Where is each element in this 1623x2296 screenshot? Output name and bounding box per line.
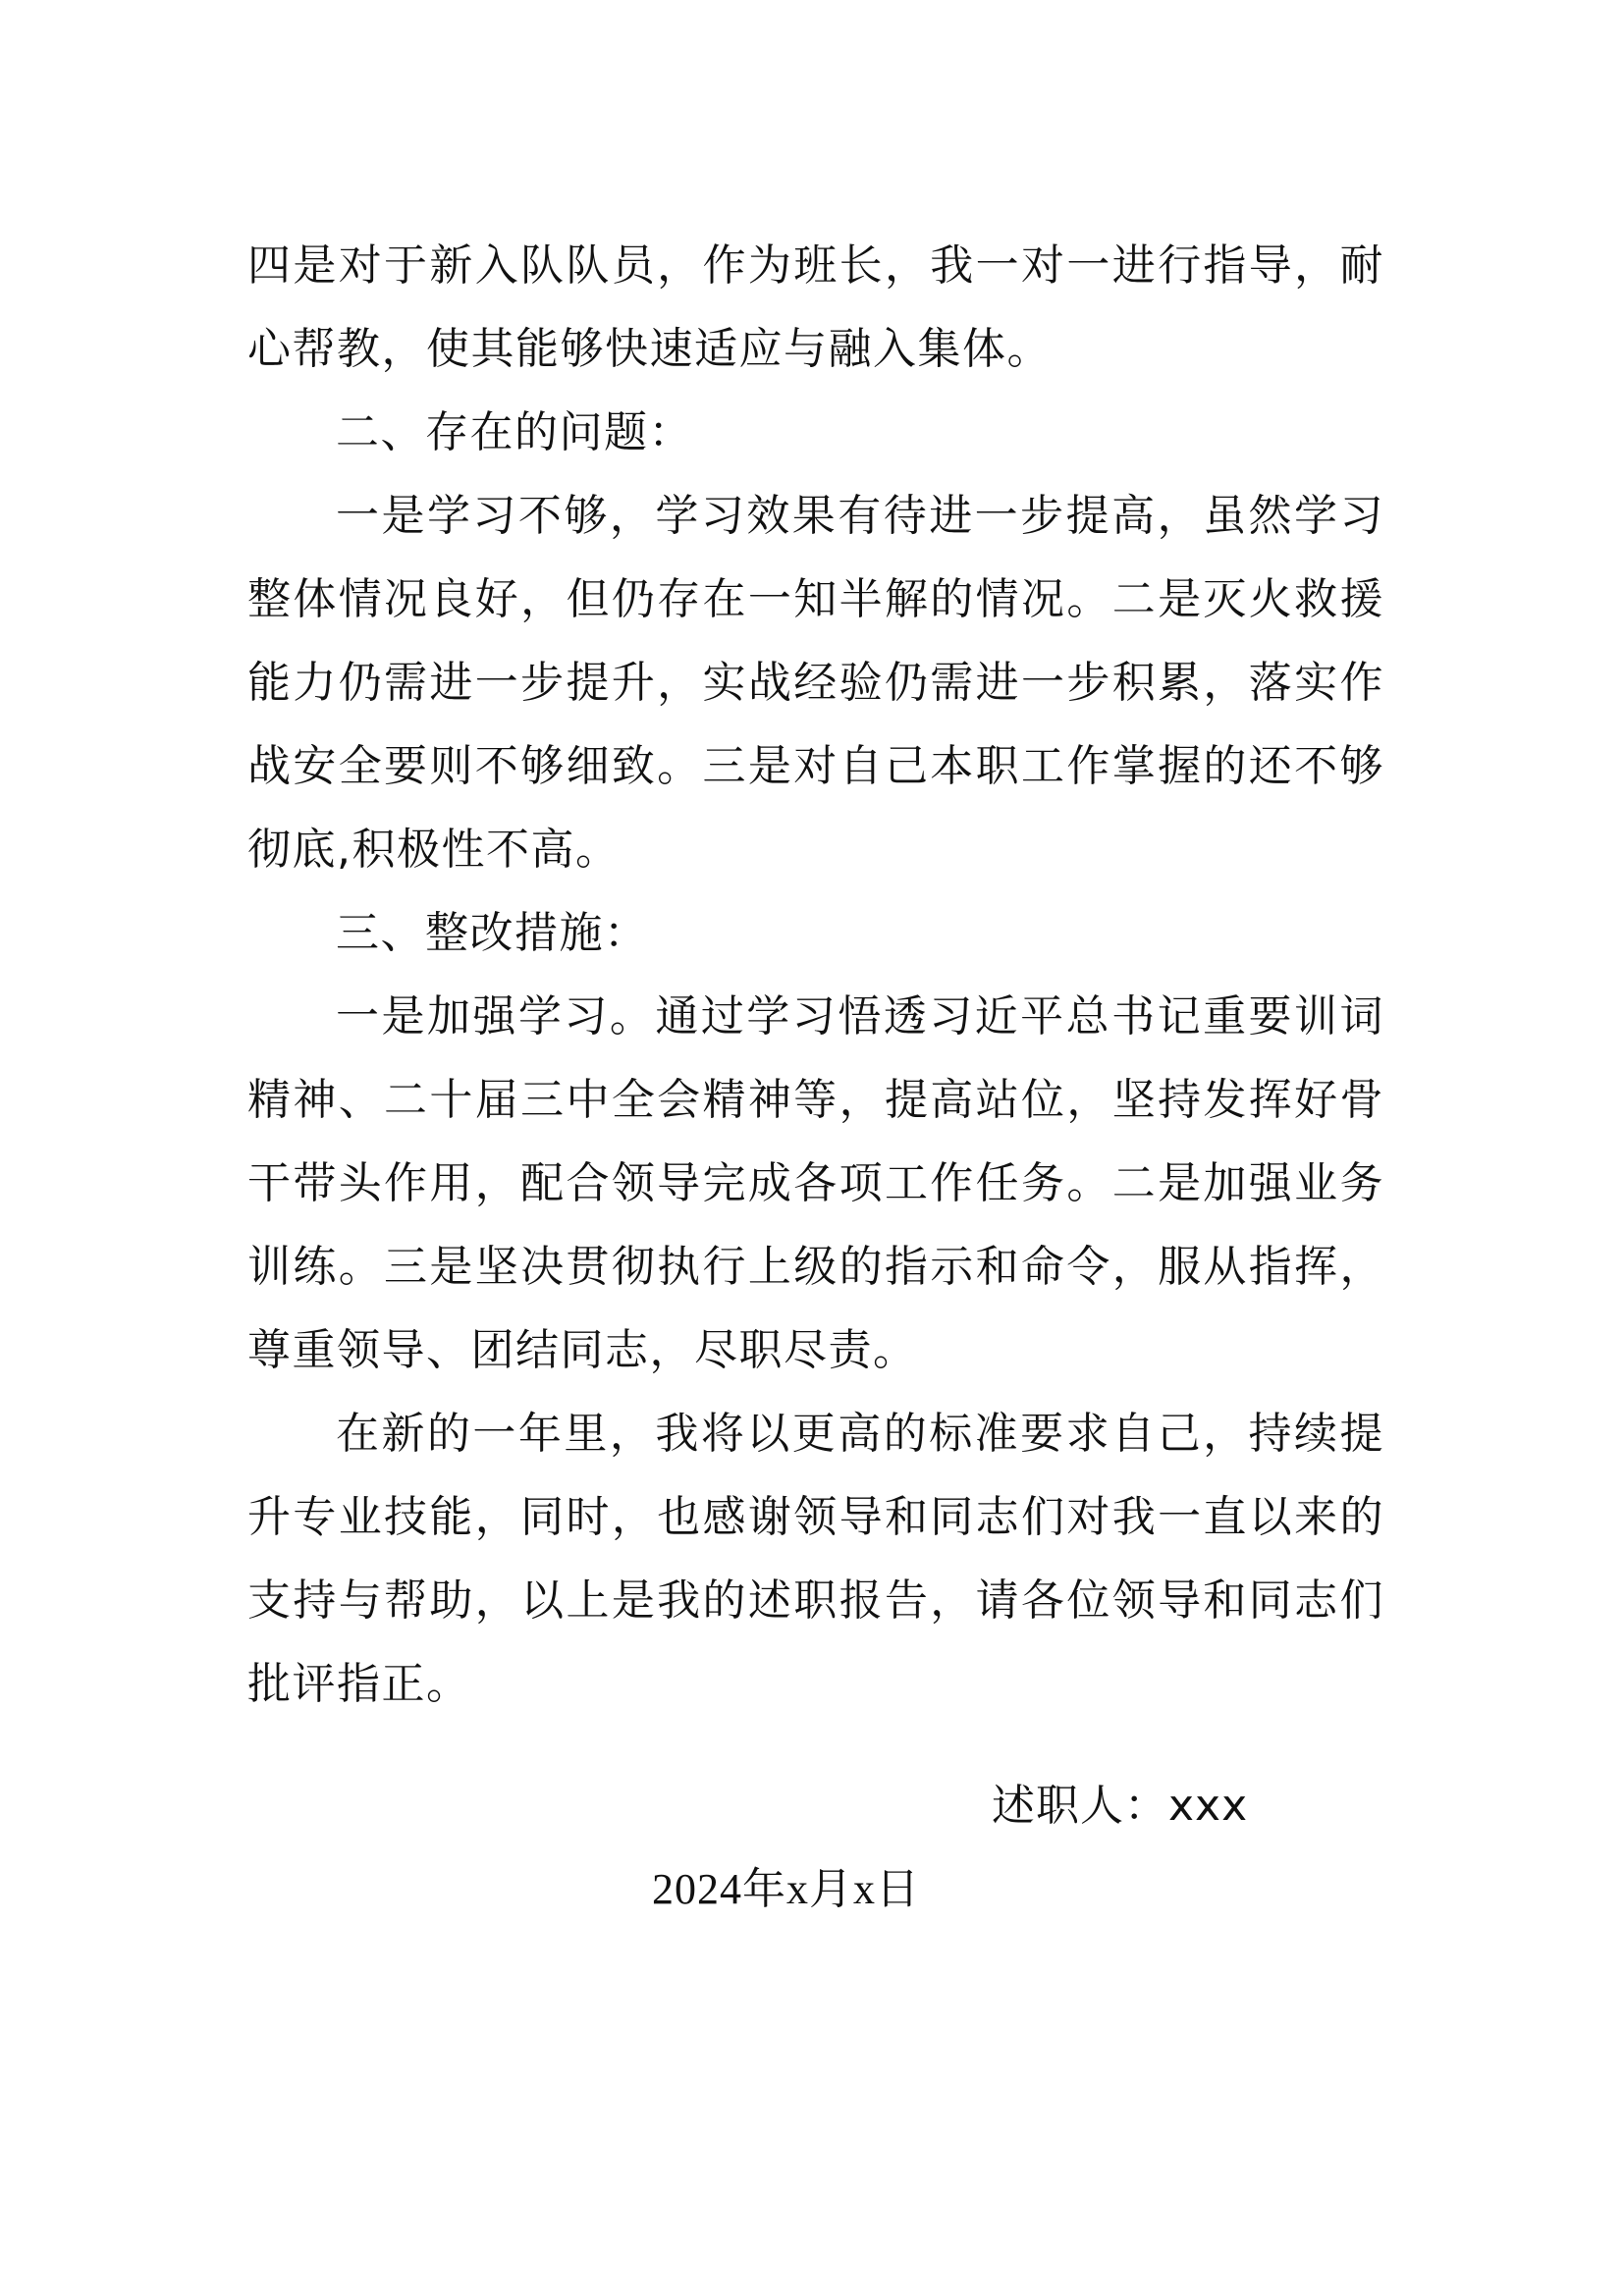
section-heading-measures: 三、整改措施： — [336, 908, 649, 958]
signature-line: 述职人：xxx — [992, 1781, 1249, 1831]
paragraph-item-1-continuation: 四是对于新入队队员，作为班长，我一对一进行指导，耐心帮教，使其能够快速适应与融入集体。 — [247, 240, 1384, 374]
document-body — [247, 224, 1384, 1726]
paragraph-measures: 一是加强学习。通过学习悟透习近平总书记重要训词精神、二十届三中全会精神等，提高站位，坚持发挥好骨干带头作用，配合领导完成各项工作任务。二是加强业务训练。三是坚决贯彻执行上级的指示和命令，服从指挥，尊重领导、团结同志，尽职尽责。 — [247, 991, 1384, 1375]
section-heading-problems: 二、存在的问题： — [336, 407, 693, 457]
paragraph-closing: 在新的一年里，我将以更高的标准要求自己，持续提升专业技能，同时，也感谢领导和同志们对我一直以来的支持与帮助，以上是我的述职报告，请各位领导和同志们批评指正。 — [247, 1409, 1384, 1709]
paragraph-problems: 一是学习不够，学习效果有待进一步提高，虽然学习整体情况良好，但仍存在一知半解的情况。二是灭火救援能力仍需进一步提升，实战经验仍需进一步积累，落实作战安全要则不够细致。三是对自己本职工作掌握的还不够彻底,积极性不高。 — [247, 491, 1384, 875]
date-line: 2024年x月x日 — [652, 1865, 920, 1913]
